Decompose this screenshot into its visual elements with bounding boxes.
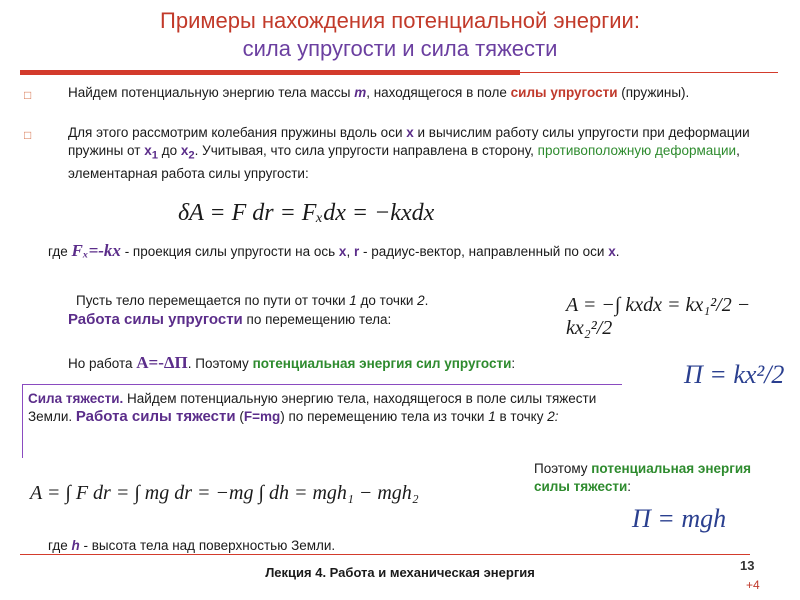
- bullet-2-text: Для этого рассмотрим колебания пружины вдоль оси x и вычислим работу силы упругости при деформации пружины от $x_1$ до $x_2$. Учитывая, что сила упругости направлена в сторону, противоположную деформации, элементарная работа силы упругости:: [68, 125, 750, 181]
- potential-energy-statement: Но работа A=-ΔП. Поэтому потенциальная энергия сил упругости:: [68, 353, 516, 372]
- title-divider: [20, 70, 520, 75]
- gravity-potential-statement: Поэтому потенциальная энергия силы тяжести:: [534, 461, 752, 494]
- movement-text: Пусть тело перемещается по пути от точки 1 до точки 2.: [76, 293, 429, 308]
- bullet-icon: □: [24, 88, 32, 102]
- height-explanation: где h - высота тела над поверхностью Земли.: [48, 538, 336, 553]
- bullet-1-text: Найдем потенциальную энергию тела массы m, находящегося в поле силы упругости (пружины).: [68, 85, 690, 100]
- title-line-2: сила упругости и сила тяжести: [242, 36, 558, 61]
- bullet-icon: □: [24, 128, 32, 142]
- gravity-work-integral: A = ∫ F dr = ∫ mg dr = −mg ∫ dh = mgh₁ − mgh₂: [30, 482, 419, 504]
- gravity-text: Сила тяжести. Найдем потенциальную энергию тела, находящегося в поле силы тяжести Земли. Работа силы тяжести (F=mg) по перемещению тела из точки 1 в точку 2:: [28, 391, 597, 425]
- elementary-work-formula: δA = F dr = Fₓdx = −kxdx: [178, 200, 435, 226]
- elastic-work-integral: A = −∫ kxdx = kx₁²/2 − kx₂²/2: [566, 294, 751, 339]
- page-number: 13: [740, 558, 755, 573]
- footer-title: Лекция 4. Работа и механическая энергия: [265, 565, 535, 580]
- projection-explanation: где Fₓ=-kx - проекция силы упругости на ось x, r - радиус-вектор, направленный по оси x.: [48, 241, 620, 260]
- elastic-potential-formula: П = kx²/2: [684, 360, 785, 389]
- page-offset: +4: [746, 578, 760, 592]
- title-divider-thin: [520, 72, 778, 73]
- title-line-1: Примеры нахождения потенциальной энергии:: [160, 8, 640, 33]
- elastic-work-label: Работа силы упругости по перемещению тела:: [68, 311, 392, 328]
- gravity-potential-formula: П = mgh: [632, 504, 727, 533]
- gravity-box-border-left: [22, 384, 23, 458]
- footer-divider: [20, 554, 750, 555]
